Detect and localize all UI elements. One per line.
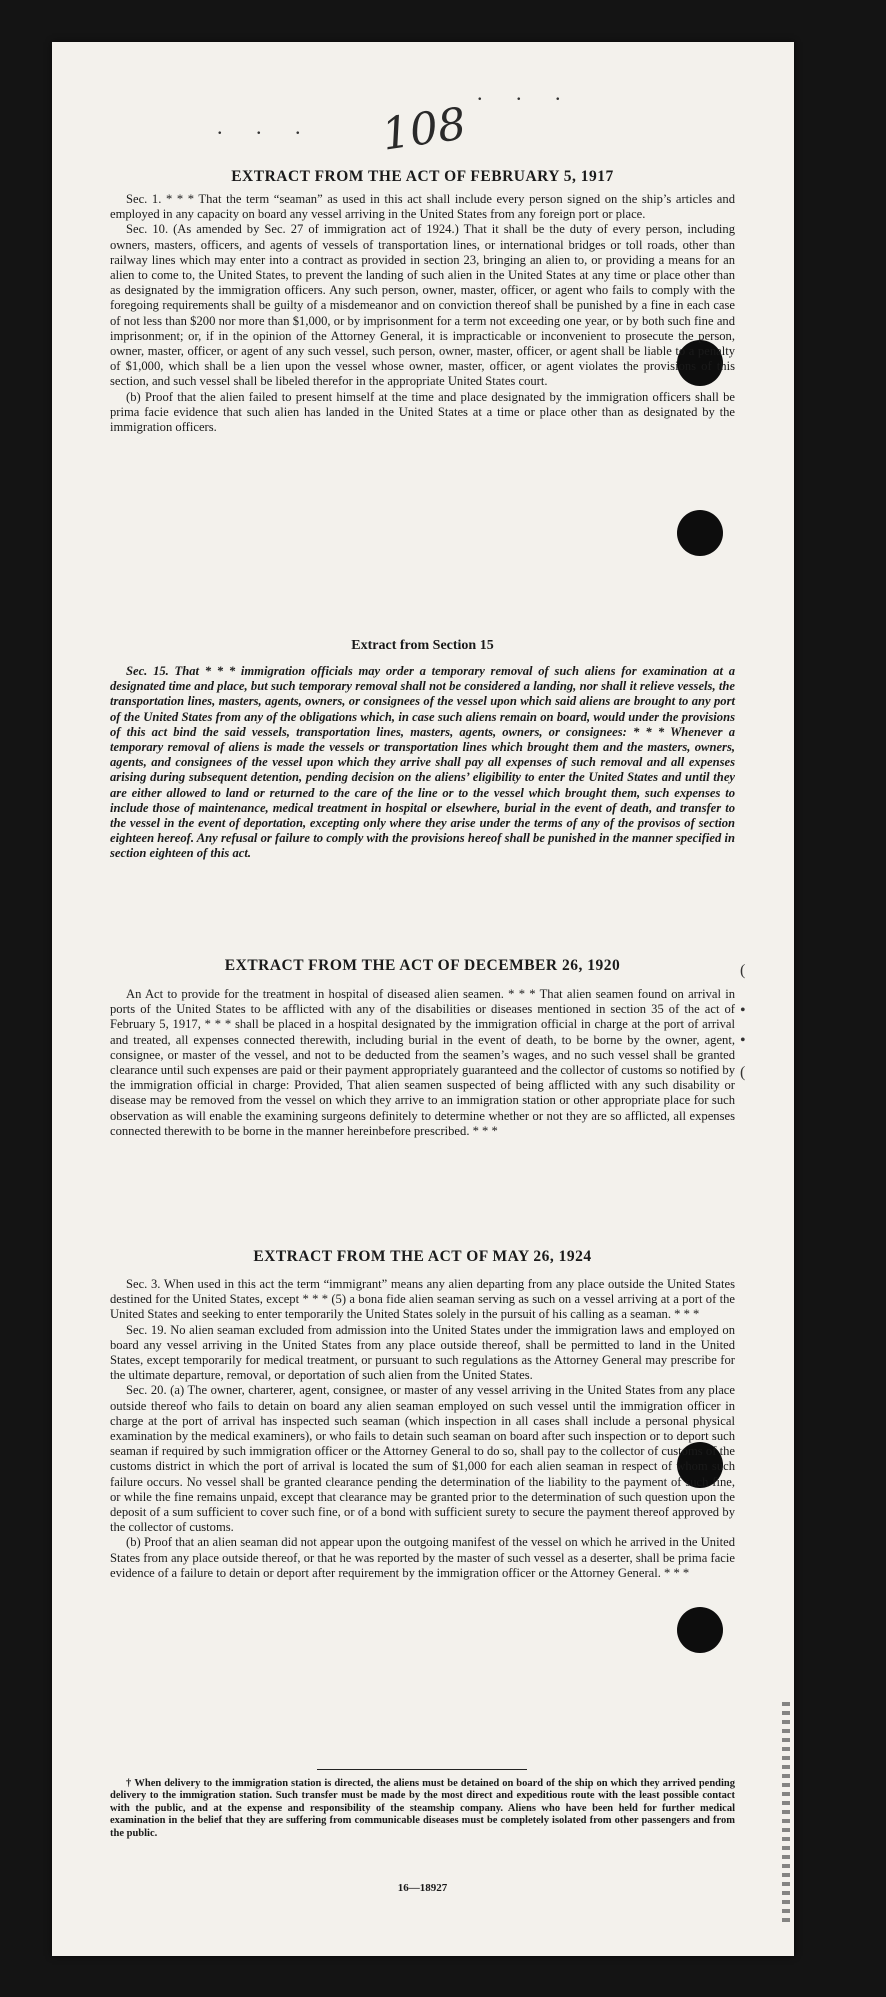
paragraph: Sec. 3. When used in this act the term “immigrant” means any alien departing from any place outside the United States destined for the United States, except * * * (5) a bona fide alien seaman serving as such on a vessel arriving at a port of the United States and seeking to enter temporarily the United States solely in the pursuit of his calling as a seaman. * * * <box>110 1277 735 1322</box>
torn-edge <box>782 1702 790 1922</box>
paragraph: Sec. 19. No alien seaman excluded from admission into the United States under the immigration laws and employed on board any vessel arriving in the United States from any place outside thereof, shall be permitted to land in the United States, except temporarily for medical treatment, or pursuant to such regulations as the Attorney General may prescribe for the ultimate departure, removal, or deportation of such alien from the United States. <box>110 1322 735 1383</box>
section-1924 <box>110 1277 735 1581</box>
section-1917 <box>110 192 735 435</box>
footnote-divider <box>317 1769 527 1770</box>
punch-hole <box>677 1607 723 1653</box>
paragraph: An Act to provide for the treatment in hospital of diseased alien seamen. * * * That alien seamen found on arrival in ports of the United States to be afflicted with any of the disabilities or diseases mentioned in section 35 of the act of February 5, 1917, * * * shall be placed in a hospital designated by the immigration official in charge at the port of arrival and treated, all expenses connected therewith, including burial in the event of death, to be borne by the owner, agent, consignee, or master of the vessel, and not to be deducted from the seamen’s wages, and no such vessel shall be granted clearance until such expenses are paid or their payment appropriately guaranteed and the collector of customs so notified by the immigration official in charge: Provided, That alien seamen suspected of being afflicted with any such disability or disease may be removed from the vessel on which they arrive to an immigration station or other appropriate place for such observation as will enable the examining surgeons definitely to determine whether or not they are so afflicted, all expenses connected therewith to be borne in the manner hereinbefore prescribed. * * * <box>110 987 735 1138</box>
section-heading: EXTRACT FROM THE ACT OF DECEMBER 26, 1920 <box>224 957 621 974</box>
paragraph: Sec. 10. (As amended by Sec. 27 of immigration act of 1924.) That it shall be the duty of every person, including owners, masters, officers, and agents of vessels of transportation lines, or international bridges or toll roads, other than railway lines which may enter into a contract as provided in section 23, bringing an alien to, or providing a means for an alien to come to, the United States, to prevent the landing of such alien in the United States at any time or place other than as designated by the immigration officers. Any such person, owner, master, officer, or agent who fails to comply with the foregoing requirements shall be guilty of a misdemeanor and on conviction thereof shall be punished by a fine in each case of not less than $200 nor more than $1,000, or by imprisonment for a term not exceeding one year, or by both such fine and imprisonment; or, if in the opinion of the Attorney General, it is impracticable or inconvenient to prosecute the person, owner, master, officer, or agent of any such vessel, such person, owner, master, officer, or agent shall be liable to a penalty of $1,000, which shall be a lien upon the vessel whose owner, master, officer, or agent violates the provisions of this section, and such vessel shall be libeled therefor in the appropriate United States court. <box>110 222 735 389</box>
section-1920 <box>110 987 735 1139</box>
paragraph: (b) Proof that the alien failed to present himself at the time and place designated by the immigration officers shall be prima facie evidence that such alien has landed in the United States at a time or place other than as designated by the immigration officers. <box>110 389 735 435</box>
punch-hole <box>677 510 723 556</box>
footnote <box>110 1778 735 1840</box>
section-heading: EXTRACT FROM THE ACT OF FEBRUARY 5, 1917 <box>231 168 614 185</box>
paragraph: Sec. 20. (a) The owner, charterer, agent, consignee, or master of any vessel arriving in the United States from any place outside thereof who fails to detain on board any alien seaman employed on such vessel until the immigration officer in charge at the port of arrival has inspected such seaman (which inspection in all cases shall include a personal physical examination by the medical examiners), or who fails to detain such seaman on board after such inspection or to deport such seaman if required by such immigration officer or the Attorney General to do so, shall pay to the collector of customs of the customs district in which the port of arrival is located the sum of $1,000 for each alien seaman in respect of whom such failure occurs. No vessel shall be granted clearance pending the determination of the liability to the payment of such fine, or while the fine remains unpaid, except that clearance may be granted prior to the determination of such question upon the deposit of a sum sufficient to cover such fine, or of a bond with sufficient surety to secure the payment thereof approved by the collector of customs. <box>110 1383 735 1535</box>
section-heading: Extract from Section 15 <box>351 638 494 653</box>
margin-mark: • <box>740 1032 746 1049</box>
section-heading: EXTRACT FROM THE ACT OF MAY 26, 1924 <box>253 1248 592 1265</box>
margin-mark: • <box>740 1002 746 1019</box>
paragraph: Sec. 1. * * * That the term “seaman” as used in this act shall include every person signed on the ship’s articles and employed in any capacity on board any vessel arriving in the United States from any foreign port or place. <box>110 192 735 222</box>
handwritten-page-number: 108 <box>378 98 470 161</box>
margin-mark: ( <box>740 1064 746 1081</box>
decorative-dots: . . . <box>217 114 315 139</box>
section-15 <box>110 664 735 862</box>
document-page <box>52 42 794 1956</box>
margin-mark: ( <box>740 962 746 979</box>
decorative-dots: . . . <box>477 80 575 105</box>
footnote-text: † When delivery to the immigration station is directed, the aliens must be detained on board of the ship on which they arrived pending delivery to the immigration station. Such transfer must be made by the most direct and expeditious route with the least possible contact with the public, and at the expense and responsibility of the steamship company. Aliens who have been held for further medical examination in the belief that they are suffering from communicable diseases must be completely isolated from other passengers and from the public. <box>110 1778 735 1839</box>
paragraph: (b) Proof that an alien seaman did not appear upon the outgoing manifest of the vessel on which he arrived in the United States from any place outside thereof, or that he was reported by the master of such vessel as a deserter, shall be prima facie evidence of a failure to detain or deport after requirement by the immigration officer or the Attorney General. * * * <box>110 1535 735 1580</box>
form-number: 16—18927 <box>397 1882 448 1894</box>
paragraph: Sec. 15. That * * * immigration officials may order a temporary removal of such aliens for examination at a designated time and place, but such temporary removal shall not be considered a landing, nor shall it relieve vessels, the transportation lines, masters, agents, owners, or consignees of the vessel upon which said aliens are brought to any port of the United States from any of the obligations which, in case such aliens remain on board, would under the provisions of this act bind the said vessels, transportation lines, masters, agents, owners, or consignees: * * * Whenever a temporary removal of aliens is made the vessels or transportation lines which brought them and the masters, owners, agents, and consignees of the vessel upon which they arrive shall pay all expenses of such removal and all expenses arising during subsequent detention, pending decision on the aliens’ eligibility to enter the United States and until they are either allowed to land or returned to the care of the line or to the vessel which brought them, such expenses to include those of maintenance, medical treatment in hospital or elsewhere, burial in the event of death, and transfer to the vessel in the event of deportation, excepting only where they arise under the terms of any of the provisos of section eighteen hereof. Any refusal or failure to comply with the provisions hereof shall be punished in the manner specified in section eighteen of this act. <box>110 664 735 861</box>
